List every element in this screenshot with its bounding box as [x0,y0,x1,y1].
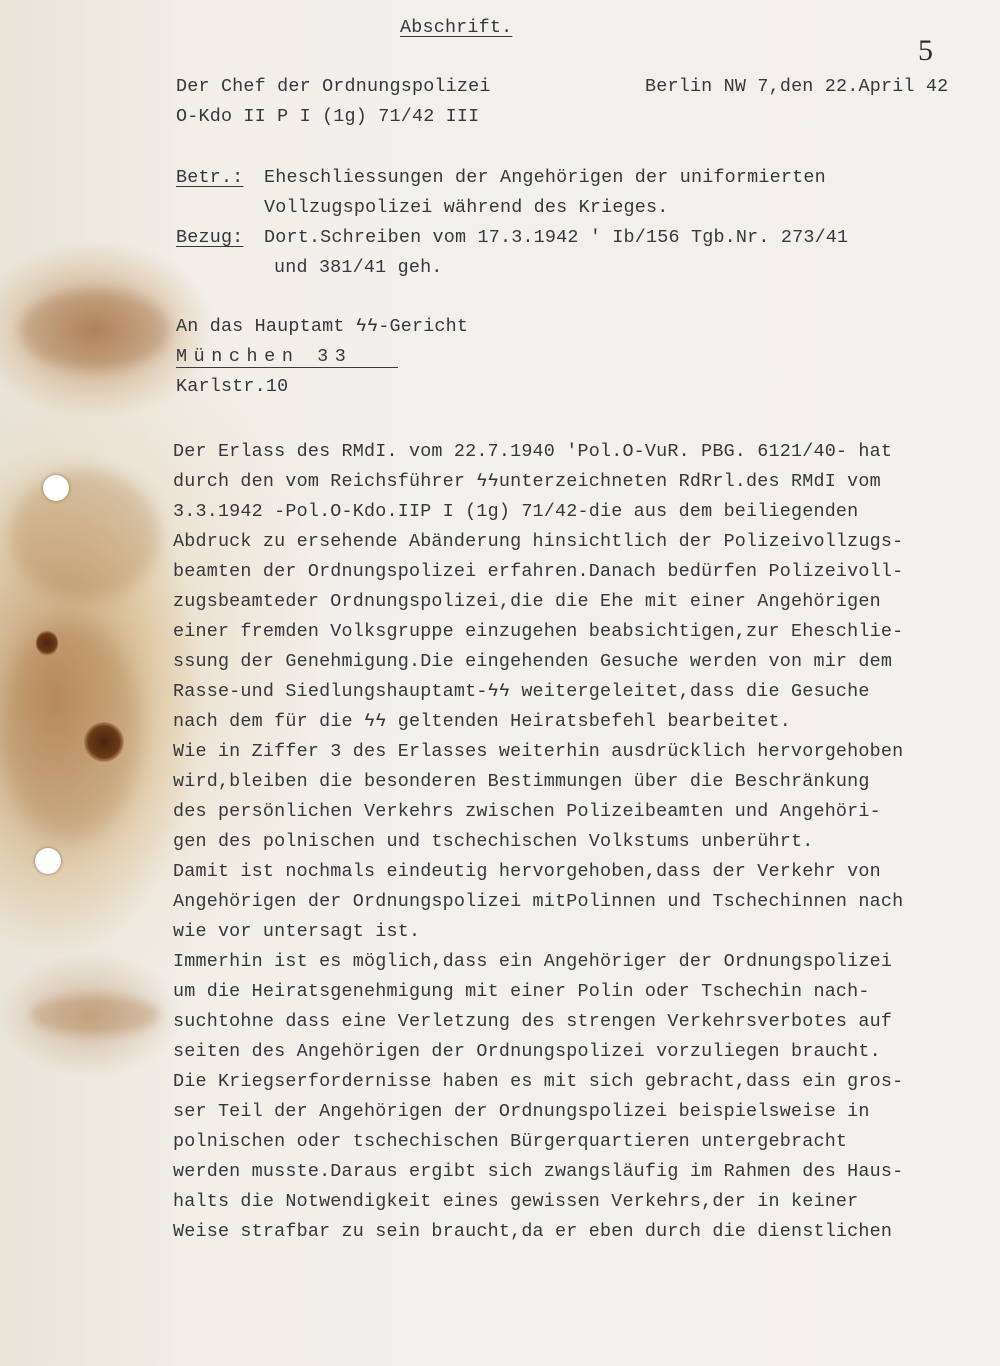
body-line: halts die Notwendigkeit eines gewissen Verkehrs,der in keiner [173,1191,859,1212]
body-line: seiten des Angehörigen der Ordnungspolizei vorzuliegen braucht. [173,1041,881,1062]
body-text [173,437,983,1247]
stain [30,995,160,1035]
body-line: Immerhin ist es möglich,dass ein Angehöriger der Ordnungspolizei [173,951,893,972]
betreff-line: Eheschliessungen der Angehörigen der uniformierten [264,167,826,188]
body-line: um die Heiratsgenehmigung mit einer Polin oder Tschechin nach- [173,981,870,1002]
body-line: Angehörigen der Ordnungspolizei mitPolinnen und Tschechinnen nach [173,891,904,912]
body-line: wird,bleiben die besonderen Bestimmungen über die Beschränkung [173,771,870,792]
punch-hole [35,848,61,874]
page-number: 5 [918,34,933,67]
body-line: zugsbeamteder Ordnungspolizei,die die Ehe mit einer Angehörigen [173,591,881,612]
body-line: Der Erlass des RMdI. vom 22.7.1940 'Pol.O-VuR. PBG. 6121/40- hat [173,441,893,462]
body-line: durch den vom Reichsführer ϟϟunterzeichneten RdRrl.des RMdI vom [173,471,881,492]
body-line: Weise strafbar zu sein braucht,da er eben durch die dienstlichen [173,1221,893,1242]
body-line: gen des polnischen und tschechischen Volkstums unberührt. [173,831,814,852]
address-line: Karlstr.10 [176,376,289,397]
document-title: Abschrift. [400,17,513,38]
body-line: Damit ist nochmals eindeutig hervorgehoben,dass der Verkehr von [173,861,881,882]
bezug-line: Dort.Schreiben vom 17.3.1942 ' Ib/156 Tgb.Nr. 273/41 [264,227,849,248]
body-line: Abdruck zu ersehende Abänderung hinsichtlich der Polizeivollzugs- [173,531,904,552]
stain [10,470,160,600]
place-date: Berlin NW 7,den 22.April 42 [645,76,949,97]
body-line: polnischen oder tschechischen Bürgerquartieren untergebracht [173,1131,848,1152]
body-line: Die Kriegserfordernisse haben es mit sich gebracht,dass ein gros- [173,1071,904,1092]
burn-mark [36,630,58,656]
office-code: O-Kdo II P I (1g) 71/42 III [176,106,480,127]
address-line: An das Hauptamt ϟϟ-Gericht [176,316,469,337]
address-underline [176,367,398,368]
body-line: des persönlichen Verkehrs zwischen Polizeibeamten und Angehöri- [173,801,881,822]
body-line: ser Teil der Angehörigen der Ordnungspolizei beispielsweise in [173,1101,870,1122]
bezug-label: Bezug: [176,227,244,248]
sender-line: Der Chef der Ordnungspolizei [176,76,491,97]
body-line: beamten der Ordnungspolizei erfahren.Danach bedürfen Polizeivoll- [173,561,904,582]
body-line: nach dem für die ϟϟ geltenden Heiratsbefehl bearbeitet. [173,711,791,732]
address-city: München 33 [176,346,353,367]
stain [20,290,170,370]
body-line: Rasse-und Siedlungshauptamt-ϟϟ weitergeleitet,dass die Gesuche [173,681,870,702]
body-line: einer fremden Volksgruppe einzugehen beabsichtigen,zur Eheschlie- [173,621,904,642]
betreff-line: Vollzugspolizei während des Krieges. [264,197,669,218]
burn-mark [84,722,124,762]
betreff-label: Betr.: [176,167,244,188]
body-line: Wie in Ziffer 3 des Erlasses weiterhin ausdrücklich hervorgehoben [173,741,904,762]
body-line: suchtohne dass eine Verletzung des strengen Verkehrsverbotes auf [173,1011,893,1032]
bezug-line: und 381/41 geh. [274,257,443,278]
punch-hole [43,475,69,501]
body-line: werden musste.Daraus ergibt sich zwangsläufig im Rahmen des Haus- [173,1161,904,1182]
body-line: wie vor untersagt ist. [173,921,421,942]
body-line: 3.3.1942 -Pol.O-Kdo.IIP I (1g) 71/42-die aus dem beiliegenden [173,501,859,522]
body-line: ssung der Genehmigung.Die eingehenden Gesuche werden von mir dem [173,651,893,672]
